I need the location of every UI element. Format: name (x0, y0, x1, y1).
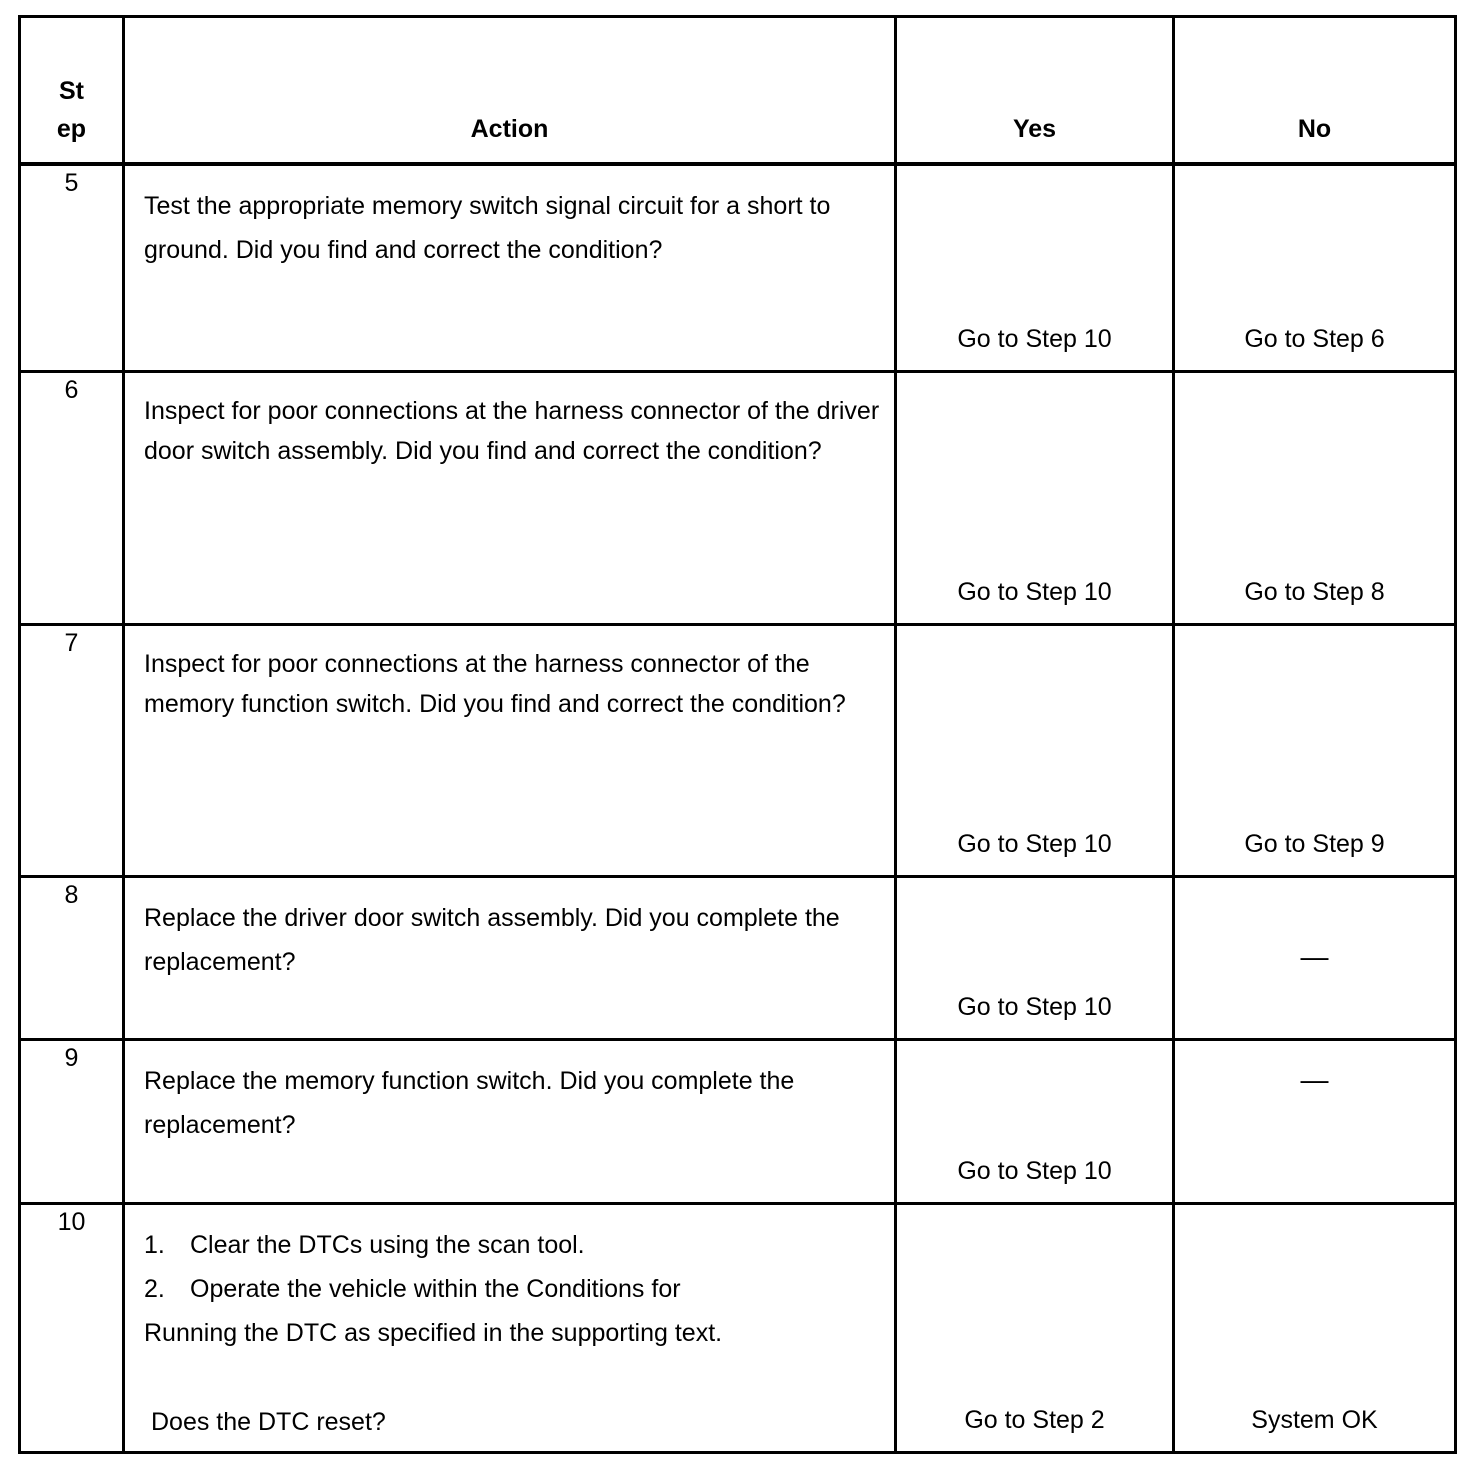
yes-result: Go to Step 10 (957, 993, 1112, 1021)
yes-result: Go to Step 10 (957, 1157, 1112, 1185)
yes-cell (896, 1040, 1174, 1204)
header-no: No (1174, 17, 1456, 165)
action-cell (124, 164, 896, 372)
list-item: 1. Clear the DTCs using the scan tool. (144, 1231, 585, 1259)
action-text: Inspect for poor connections at the harness connector of the driver door switch assembly. Did you find and correct the condition? (144, 397, 880, 465)
yes-result: Go to Step 10 (957, 830, 1112, 858)
no-result: Go to Step 6 (1244, 325, 1385, 353)
table-row (20, 877, 1456, 1040)
action-text: Replace the driver door switch assembly. Did you complete the replacement? (144, 904, 840, 976)
diagnostic-table (18, 15, 1457, 1454)
no-result-dash: — (1300, 1064, 1329, 1095)
action-text: Replace the memory function switch. Did you complete the replacement? (144, 1067, 795, 1139)
action-cell (124, 625, 896, 877)
no-result: System OK (1251, 1406, 1378, 1434)
no-result: Go to Step 9 (1244, 830, 1385, 858)
no-result-dash: — (1300, 941, 1329, 972)
table-row (20, 372, 1456, 625)
table-row (20, 164, 1456, 372)
no-result: Go to Step 8 (1244, 578, 1385, 606)
step-number: 7 (20, 625, 124, 877)
step-number: 5 (20, 164, 124, 372)
yes-result: Go to Step 2 (964, 1406, 1105, 1434)
yes-result: Go to Step 10 (957, 325, 1112, 353)
list-continuation: Running the DTC as specified in the supporting text. (144, 1319, 723, 1347)
no-cell (1174, 1040, 1456, 1204)
yes-cell (896, 877, 1174, 1040)
step-number: 8 (20, 877, 124, 1040)
action-cell (124, 1040, 896, 1204)
step-number: 6 (20, 372, 124, 625)
no-cell (1174, 164, 1456, 372)
action-question: Does the DTC reset? (151, 1408, 386, 1436)
action-cell (124, 877, 896, 1040)
yes-cell (896, 625, 1174, 877)
action-cell (124, 1204, 896, 1453)
action-cell (124, 372, 896, 625)
list-item: 2. Operate the vehicle within the Conditions for (144, 1275, 681, 1303)
header-yes: Yes (896, 17, 1174, 165)
no-cell (1174, 877, 1456, 1040)
action-text: Inspect for poor connections at the harness connector of the memory function switch. Did you find and correct the condition? (144, 650, 846, 718)
no-cell (1174, 625, 1456, 877)
yes-result: Go to Step 10 (957, 578, 1112, 606)
no-cell (1174, 1204, 1456, 1453)
action-text (144, 1223, 880, 1355)
no-cell (1174, 372, 1456, 625)
yes-cell (896, 164, 1174, 372)
table-row (20, 1204, 1456, 1453)
action-text: Test the appropriate memory switch signal circuit for a short to ground. Did you find and correct the condition? (144, 192, 831, 264)
header-step: St ep (20, 17, 124, 165)
table-row (20, 625, 1456, 877)
header-row (20, 17, 1456, 165)
header-action: Action (124, 17, 896, 165)
table-row (20, 1040, 1456, 1204)
yes-cell (896, 372, 1174, 625)
step-number: 10 (20, 1204, 124, 1453)
yes-cell (896, 1204, 1174, 1453)
step-number: 9 (20, 1040, 124, 1204)
